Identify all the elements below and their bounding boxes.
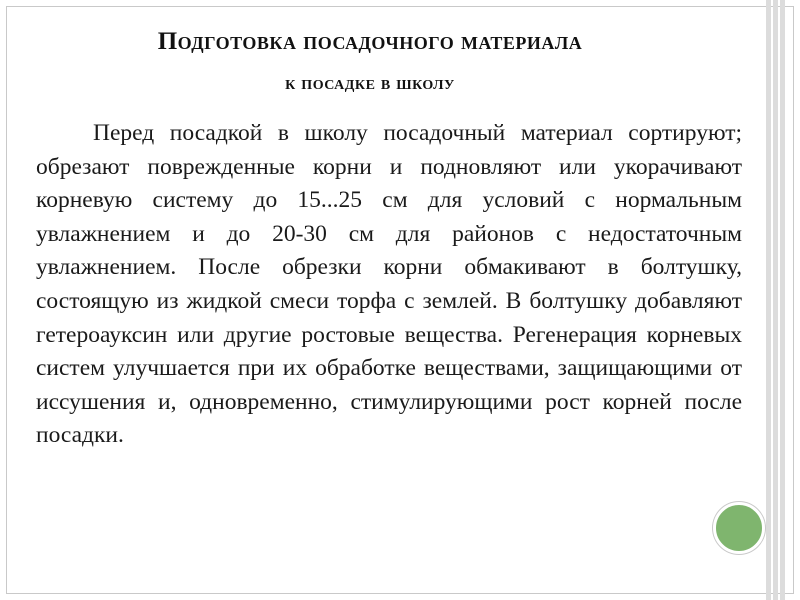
- decorative-stripe: [773, 0, 778, 600]
- slide-title: [30, 24, 710, 100]
- decorative-stripe: [766, 0, 771, 600]
- body-paragraph: Перед посадкой в школу посадочный материал сортируют; обрезают поврежденные корни и подновляют или укорачивают корневую систему до 15...25 см для условий с нормальным увлажнением и до 20-30 см для районов с недостаточным увлажнением. После обрезки корни обмакивают в болтушку, состоящую из жидкой смеси торфа с землей. В болтушку добавляют гетероауксин или другие ростовые вещества. Регенерация корневых систем улучшается при их обработке веществами, защищающими от иссушения и, одновременно, стимулирующими рост корней после посадки.: [36, 120, 742, 449]
- slide-title-line2: к посадке в школу: [285, 72, 455, 94]
- slide-title-line1: Подготовка посадочного материала: [157, 28, 583, 55]
- decorative-stripe: [780, 0, 785, 600]
- decorative-vertical-stripes: [766, 0, 786, 600]
- decorative-green-circle: [713, 502, 765, 554]
